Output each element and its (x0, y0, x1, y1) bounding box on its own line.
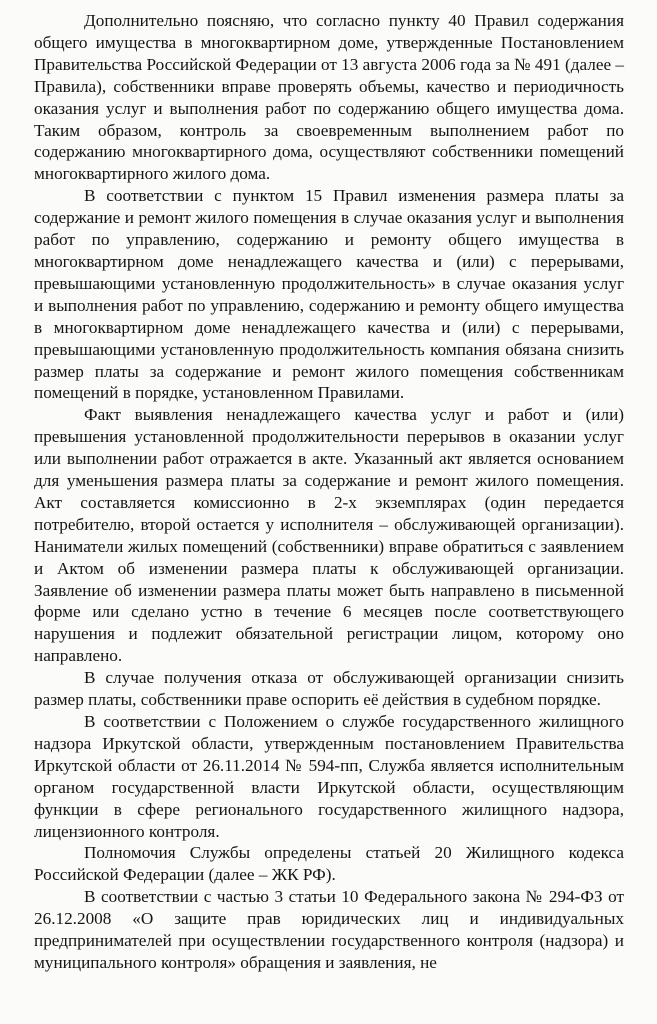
paragraph-2: В соответствии с пунктом 15 Правил изменения размера платы за содержание и ремонт жилого помещения в случае оказания услуг и выполнения работ по управлению, содержанию и ремонту общего имущества в многоквартирном доме ненадлежащего качества и (или) с перерывами, превышающими установленную продолжительность» в случае оказания услуг и выполнения работ по управлению, содержанию и ремонту общего имущества в многоквартирном доме ненадлежащего качества и (или) с перерывами, превышающими установленную продолжительность компания обязана снизить размер платы за содержание и ремонт жилого помещения собственникам помещений в порядке, установленном Правилами. (34, 186, 624, 403)
paragraph-1: Дополнительно поясняю, что согласно пункту 40 Правил содержания общего имущества в многоквартирном доме, утвержденные Постановлением Правительства Российской Федерации от 13 августа 2006 года за № 491 (далее – Правила), собственники вправе проверять объемы, качество и периодичность оказания услуг и выполнения работ по содержанию общего имущества дома. Таким образом, контроль за своевременным выполнением работ по содержанию многоквартирного дома, осуществляют собственники помещений многоквартирного жилого дома. (34, 11, 624, 184)
paragraph-4: В случае получения отказа от обслуживающей организации снизить размер платы, собственники праве оспорить её действия в судебном порядке. (34, 668, 624, 710)
paragraph-3: Факт выявления ненадлежащего качества услуг и работ и (или) превышения установленной продолжительности перерывов в оказании услуг или выполнении работ отражается в акте. Указанный акт является основанием для уменьшения размера платы за содержание и ремонт жилого помещения. Акт составляется комиссионно в 2-х экземплярах (один передается потребителю, второй остается у исполнителя – обслуживающей организации). Наниматели жилых помещений (собственники) вправе обратиться с заявлением и Актом об изменении размера платы к обслуживающей организации. Заявление об изменении размера платы может быть направлено в письменной форме или сделано устно в течение 6 месяцев после соответствующего нарушения и подлежит обязательной регистрации лицом, которому оно направлено. (34, 405, 624, 666)
paragraph-6: Полномочия Службы определены статьей 20 Жилищного кодекса Российской Федерации (далее – ЖК РФ). (34, 843, 624, 885)
paragraph-7: В соответствии с частью 3 статьи 10 Федерального закона № 294-ФЗ от 26.12.2008 «О защите прав юридических лиц и индивидуальных предпринимателей при осуществлении государственного контроля (надзора) и муниципального контроля» обращения и заявления, не (34, 887, 624, 972)
paragraph-5: В соответствии с Положением о службе государственного жилищного надзора Иркутской области, утвержденным постановлением Правительства Иркутской области от 26.11.2014 № 594-пп, Служба является исполнительным органом государственной власти Иркутской области, осуществляющим функции в сфере регионального государственного жилищного надзора, лицензионного контроля. (34, 712, 624, 841)
